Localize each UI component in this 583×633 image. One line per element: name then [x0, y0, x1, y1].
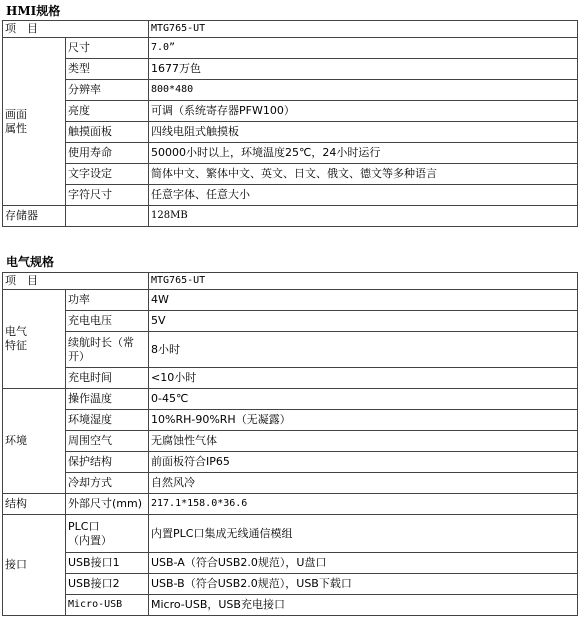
group-label-screen: 画面 属性 [3, 38, 66, 206]
header-model-cell: MTG765-UT [149, 21, 578, 38]
row-label: 保护结构 [66, 452, 149, 473]
row-label: 类型 [66, 59, 149, 80]
row-value: USB-B（符合USB2.0规范），USB下载口 [149, 574, 578, 595]
row-label: 外部尺寸(mm) [66, 494, 149, 515]
storage-value: 128MB [149, 206, 578, 227]
table-row [3, 553, 578, 574]
row-value: 内置PLC口集成无线通信模组 [149, 515, 578, 553]
group-label-electrical: 电气 特征 [3, 290, 66, 389]
table-row [3, 431, 578, 452]
row-value: 0-45℃ [149, 389, 578, 410]
row-value: 无腐蚀性气体 [149, 431, 578, 452]
row-label: 使用寿命 [66, 143, 149, 164]
row-label: 充电时间 [66, 368, 149, 389]
table-row [3, 311, 578, 332]
row-value: USB-A（符合USB2.0规范），U盘口 [149, 553, 578, 574]
row-label: 尺寸 [66, 38, 149, 59]
row-label: 文字设定 [66, 164, 149, 185]
storage-label: 存储器 [3, 206, 66, 227]
row-label: 分辨率 [66, 80, 149, 101]
row-label: Micro-USB [66, 595, 149, 616]
row-label: USB接口1 [66, 553, 149, 574]
row-label: USB接口2 [66, 574, 149, 595]
table-row [3, 185, 578, 206]
table-header-row [3, 21, 578, 38]
table-row [3, 101, 578, 122]
table-row [3, 38, 578, 59]
header-item-cell: 项 目 [3, 21, 149, 38]
row-value: 7.0” [149, 38, 578, 59]
row-label: 字符尺寸 [66, 185, 149, 206]
row-value: 5V [149, 311, 578, 332]
elec-spec-table [2, 272, 578, 616]
row-label: 功率 [66, 290, 149, 311]
row-label: 续航时长（常开） [66, 332, 149, 368]
group-label-environment: 环境 [3, 389, 66, 494]
table-row [3, 206, 578, 227]
table-row [3, 290, 578, 311]
row-value: Micro-USB，USB充电接口 [149, 595, 578, 616]
row-value: 800*480 [149, 80, 578, 101]
row-value: 四线电阻式触摸板 [149, 122, 578, 143]
row-label: 触摸面板 [66, 122, 149, 143]
row-value: 任意字体、任意大小 [149, 185, 578, 206]
header-item-cell: 项 目 [3, 273, 149, 290]
row-value: 前面板符合IP65 [149, 452, 578, 473]
row-value: 简体中文、繁体中文、英文、日文、俄文、德文等多种语言 [149, 164, 578, 185]
table-row [3, 59, 578, 80]
row-value: <10小时 [149, 368, 578, 389]
elec-section-title: 电气规格 [6, 255, 55, 269]
row-value: 4W [149, 290, 578, 311]
table-header-row [3, 273, 578, 290]
group-label-interface: 接口 [3, 515, 66, 616]
row-label: 亮度 [66, 101, 149, 122]
row-value: 8小时 [149, 332, 578, 368]
table-row [3, 452, 578, 473]
row-label: 环境湿度 [66, 410, 149, 431]
row-label: PLC口 （内置） [66, 515, 149, 553]
table-row [3, 494, 578, 515]
row-value: 217.1*158.0*36.6 [149, 494, 578, 515]
hmi-spec-table [2, 20, 578, 227]
table-row [3, 515, 578, 553]
table-row [3, 332, 578, 368]
row-value: 50000小时以上，环境温度25℃，24小时运行 [149, 143, 578, 164]
table-row [3, 80, 578, 101]
row-value: 10%RH-90%RH（无凝露） [149, 410, 578, 431]
table-row [3, 410, 578, 431]
row-label: 充电电压 [66, 311, 149, 332]
table-row [3, 574, 578, 595]
row-value: 可调（系统寄存器PFW100） [149, 101, 578, 122]
table-row [3, 389, 578, 410]
table-row [3, 595, 578, 616]
hmi-section-title: HMI规格 [6, 4, 61, 18]
table-row [3, 122, 578, 143]
table-row [3, 164, 578, 185]
row-label: 周围空气 [66, 431, 149, 452]
group-label-structure: 结构 [3, 494, 66, 515]
row-label: 操作温度 [66, 389, 149, 410]
row-value: 自然风冷 [149, 473, 578, 494]
row-value: 1677万色 [149, 59, 578, 80]
table-row [3, 368, 578, 389]
table-row [3, 473, 578, 494]
header-model-cell: MTG765-UT [149, 273, 578, 290]
row-label: 冷却方式 [66, 473, 149, 494]
table-row [3, 143, 578, 164]
